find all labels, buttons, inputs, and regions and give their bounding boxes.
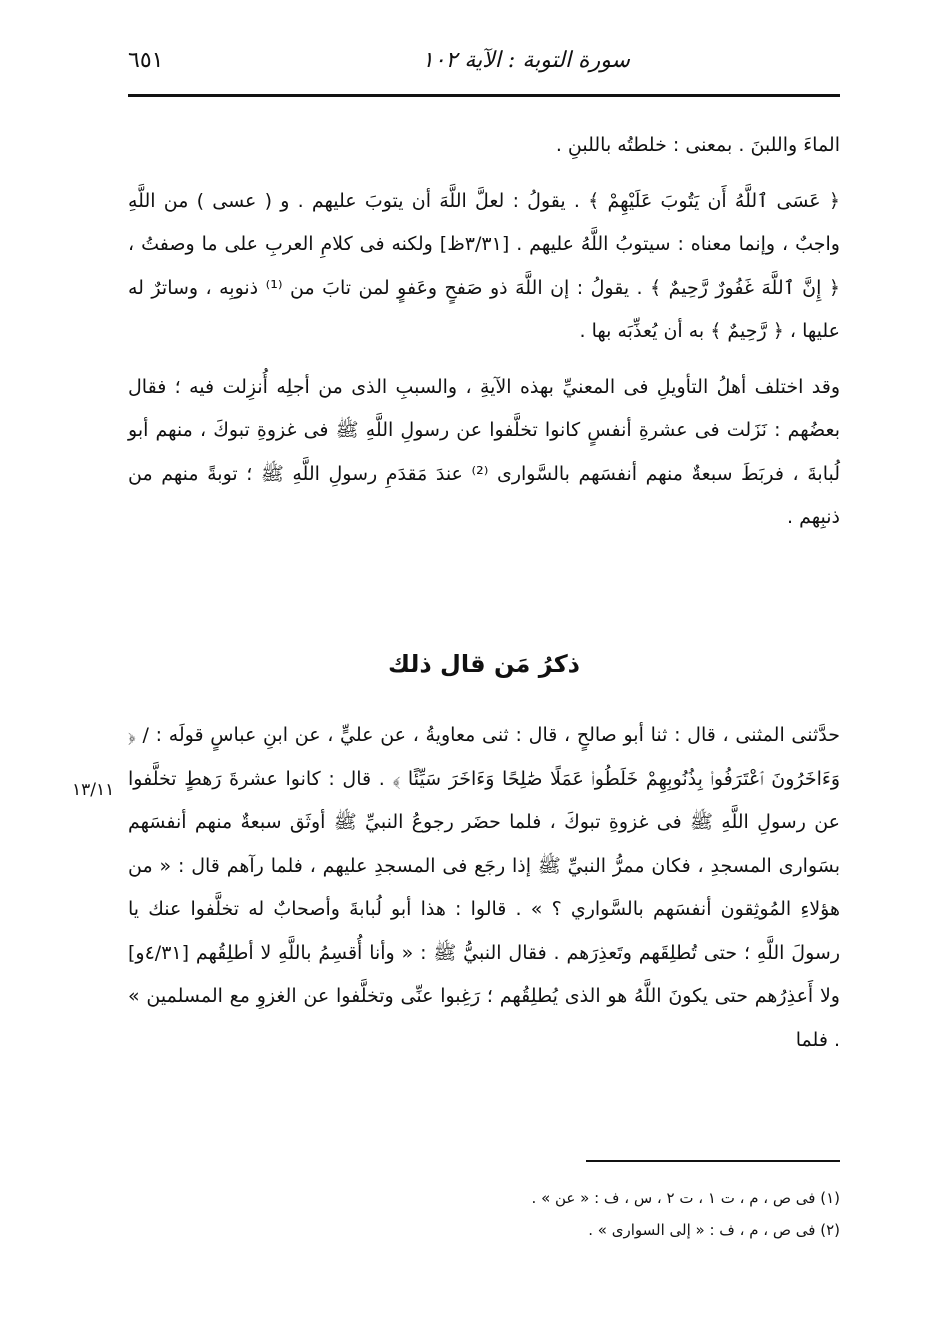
margin-reference: ١٣/١١ — [72, 780, 115, 800]
paragraph-2: ﴿ عَسَى ٱللَّهُ أَن يَتُوبَ عَلَيْهِمْ ﴾ . يقولُ : لعلَّ اللَّهَ أن يتوبَ عليهم . و ( عسى ) من اللَّهِ واجبٌ ، وإنما معناه : سيتوبُ اللَّهُ عليهم . [٣/٣١ظ] ولكنه فى كلامِ العربِ على ما وصفتُ ، ﴿ إِنَّ ٱللَّهَ غَفُورٌ رَّحِيمٌ ﴾ . يقولُ : إن اللَّهَ ذو صَفحٍ وعَفوٍ لمن تابَ من ⁽¹⁾ ذنوبِه ، وساترٌ له عليها ، ﴿ رَّحِيمٌ ﴾ به أن يُعذِّبَه بها . — [128, 189, 840, 342]
page-number: ٦٥١ — [128, 48, 164, 73]
paragraph-3: وقد اختلف أهلُ التأويلِ فى المعنيِّ بهذه الآيةِ ، والسببِ الذى من أجلِه أُنزِلت فيه ؛ فقال بعضُهم : نَزَلت فى عشرةِ أنفسٍ كانوا تخلَّفوا عن رسولِ اللَّهِ ﷺ فى غزوةِ تبوكَ ، منهم أبو لُبابةَ ، فربَطَ سبعةٌ منهم أنفسَهم بالسَّوارى ⁽²⁾ عندَ مَقدَمِ رسولِ اللَّهِ ﷺ ؛ توبةً منهم من ذنبِهم . — [128, 375, 840, 528]
hadith-text-block — [128, 714, 840, 1062]
footnote-2: (٢) فى ص ، م ، ف : « إلى السوارى » . — [588, 1221, 840, 1239]
footnote-1: (١) فى ص ، م ، ت ١ ، ت ٢ ، س ، ف : « عن » . — [531, 1189, 840, 1207]
paragraph-4: حدَّثنى المثنى ، قال : ثنا أبو صالحٍ ، قال : ثنى معاويةُ ، عن عليٍّ ، عن ابنِ عباسٍ قولَه : / ﴿ وَءَاخَرُونَ ٱعْتَرَفُوا۟ بِذُنُوبِهِمْ خَلَطُوا۟ عَمَلًا صَٰلِحًا وَءَاخَرَ سَيِّئًا ﴾ . قال : كانوا عشرةَ رَهطٍ تخلَّفوا عن رسولِ اللَّهِ ﷺ فى غزوةِ تبوكَ ، فلما حضَر رجوعُ النبيِّ ﷺ أوثَق سبعةٌ منهم أنفسَهم بسَوارى المسجدِ ، فكان ممرُّ النبيِّ ﷺ إذا رجَع فى المسجدِ عليهم ، فلما رآهم قال : « من هؤلاءِ المُوثِقون أنفسَهم بالسَّواري ؟ » . قالوا : هذا أبو لُبابةَ وأصحابٌ له تخلَّفوا عنك يا رسولَ اللَّهِ ؛ حتى تُطلِقَهم وتَعذِرَهم . فقال النبيُّ ﷺ : « وأنا أُقسِمُ باللَّهِ لا أطلِقُهم [٤/٣١و] ولا أَعذِرُهم حتى يكونَ اللَّهُ هو الذى يُطلِقُهم ؛ رَغِبوا عنِّى وتخلَّفوا عن الغزوِ مع المسلمين » . فلما — [128, 724, 840, 1051]
paragraph-1: الماءَ واللبنَ . بمعنى : خلطتُه باللبنِ . — [555, 134, 840, 156]
surah-verse-title: سورة التوبة : الآية ١٠٢ — [421, 48, 630, 73]
section-heading: ذكرُ مَن قال ذلك — [388, 650, 580, 678]
footnotes — [300, 1182, 840, 1246]
header-divider — [128, 94, 840, 97]
running-header — [128, 44, 840, 90]
footnote-divider — [586, 1160, 840, 1162]
main-text-block — [128, 124, 840, 540]
